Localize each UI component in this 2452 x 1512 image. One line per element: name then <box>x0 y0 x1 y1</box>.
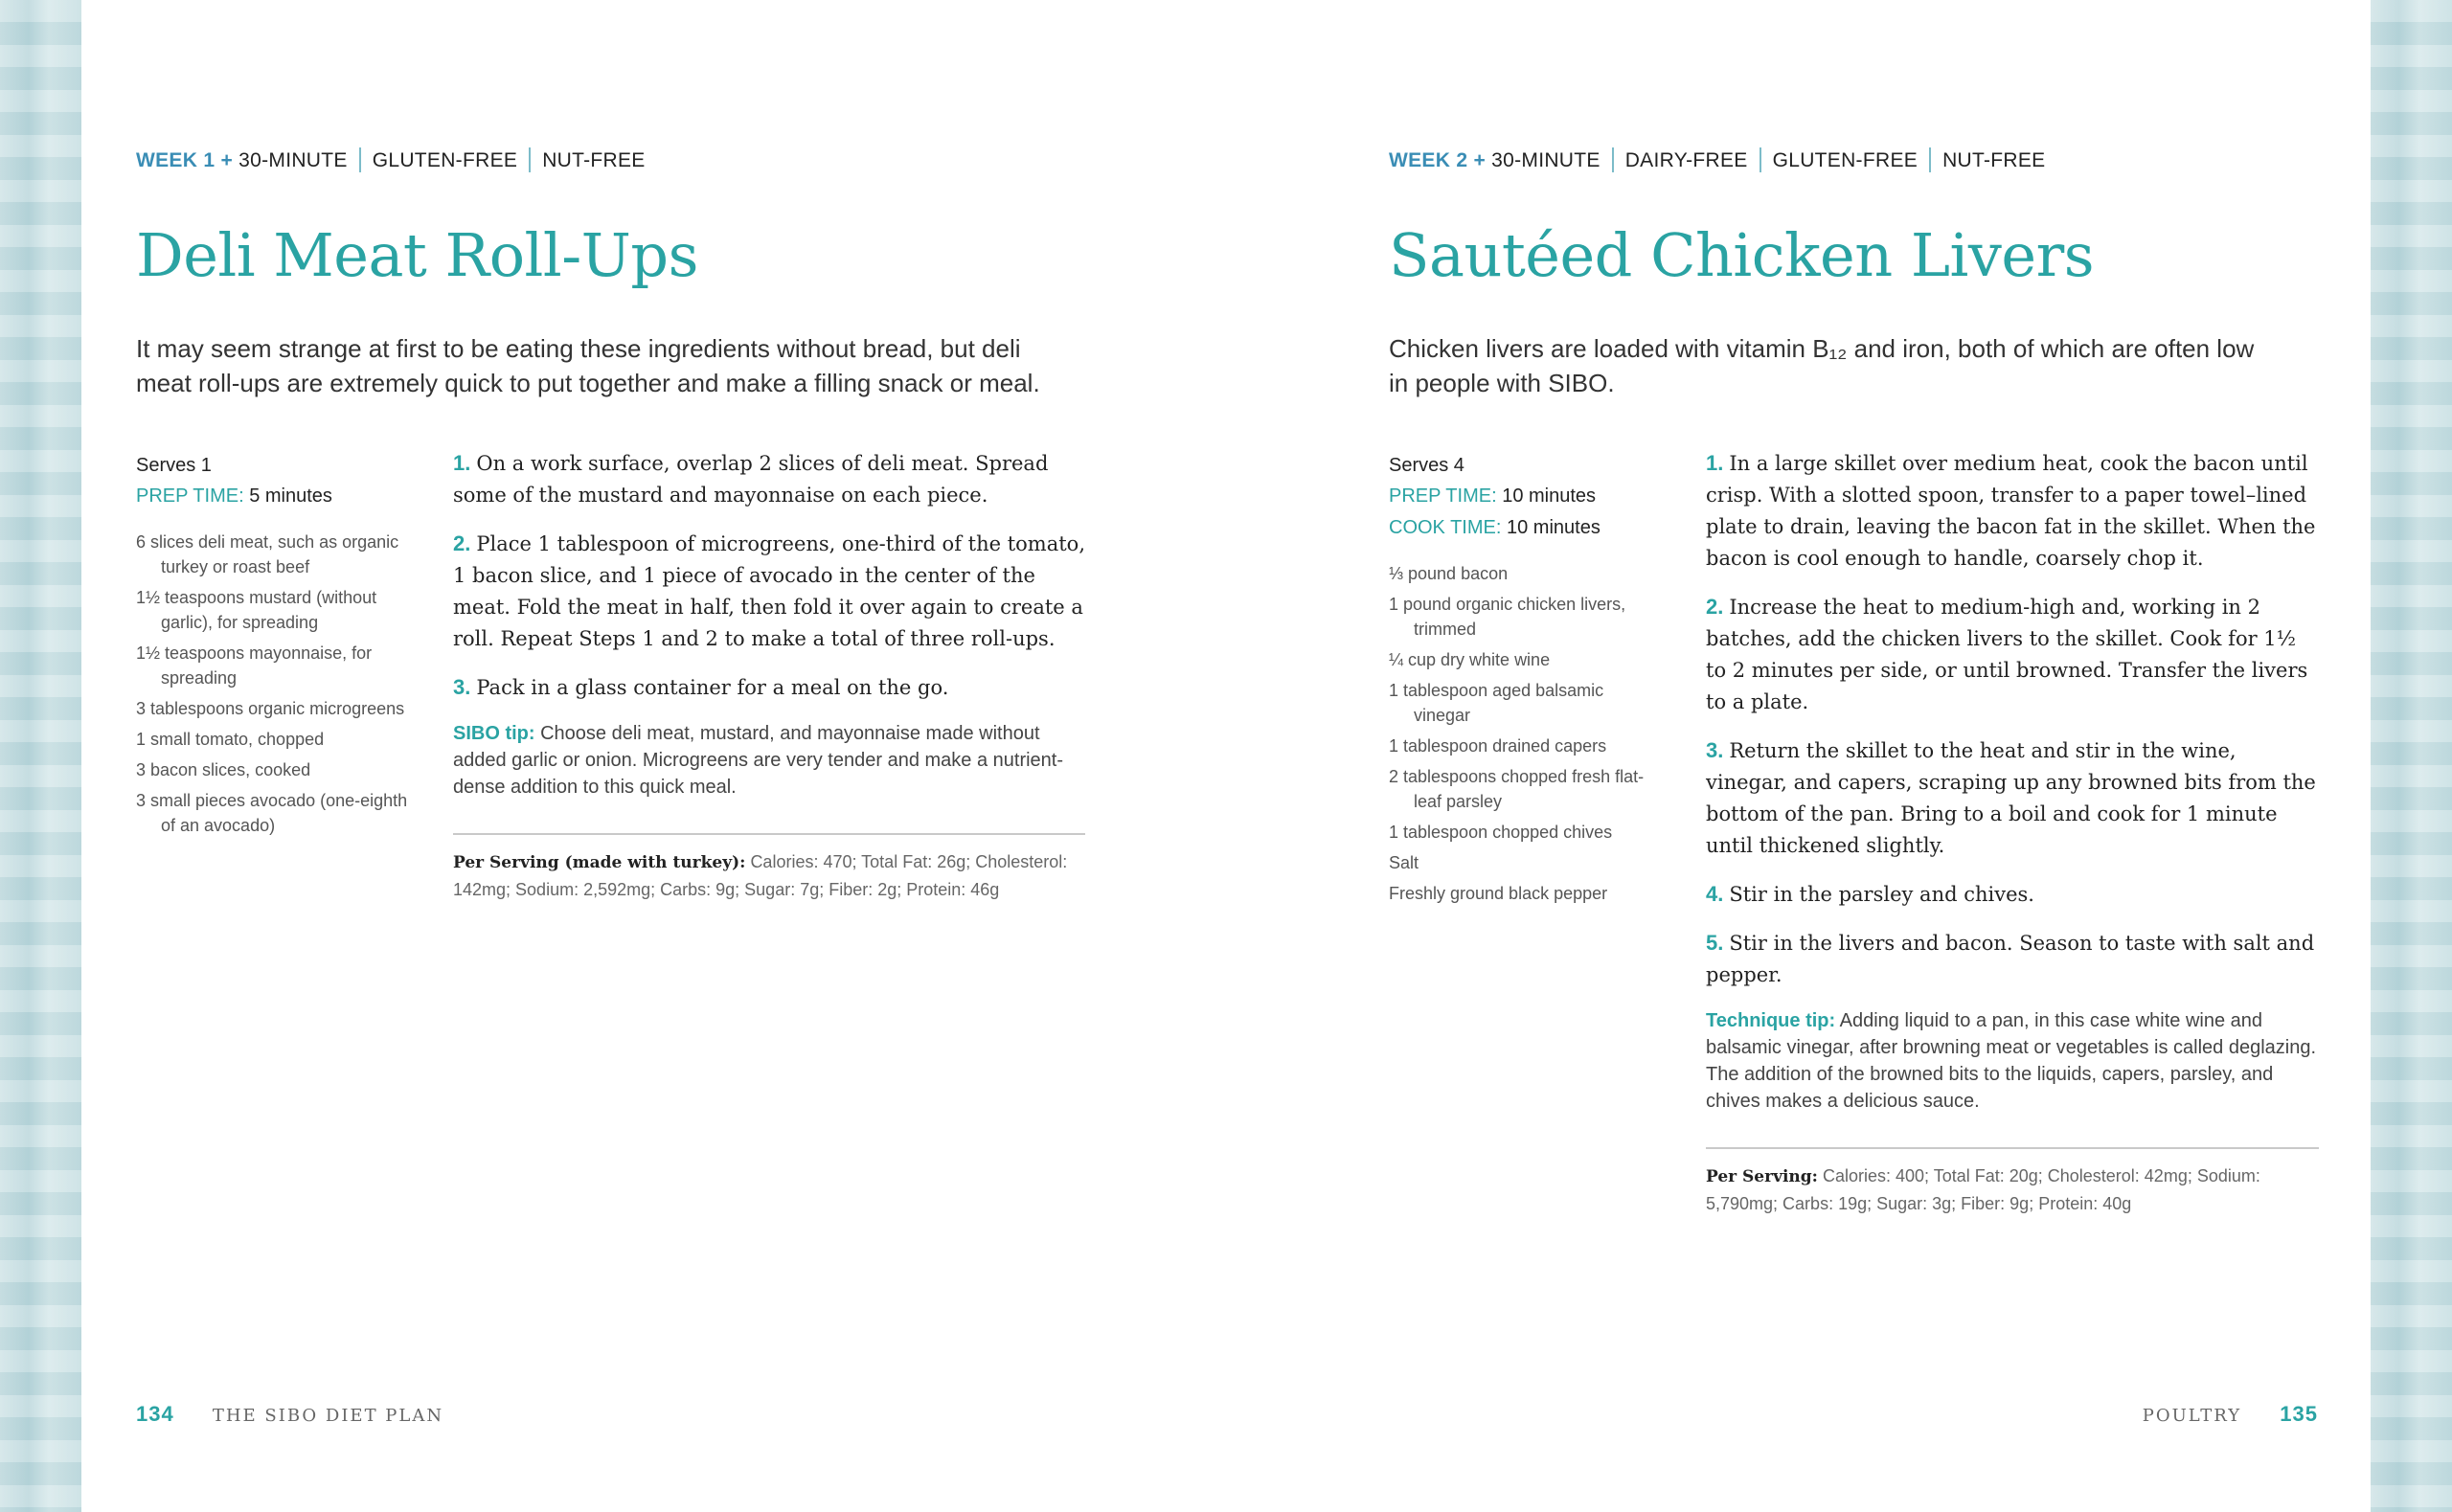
step-text: In a large skillet over medium heat, cook the bacon until crisp. With a slotted spoon, transfer to a paper towel–lined plate to drain, leaving the bacon fat in the skillet. When the bacon is cool enough to handle, coarsely chop it. <box>1706 452 2316 570</box>
divider <box>453 833 1085 835</box>
ingredient-item: Salt <box>1389 853 1419 872</box>
week-tag: WEEK 1 + <box>136 149 234 171</box>
step-text: Stir in the parsley and chives. <box>1729 883 2034 906</box>
running-head: THE SIBO DIET PLAN <box>212 1406 444 1426</box>
sibo-tip <box>453 720 1085 801</box>
ingredient-item: 6 slices deli meat, such as organic turkey or roast beef <box>136 532 399 576</box>
ingredient-item: 1 tablespoon aged balsamic vinegar <box>1389 681 1604 725</box>
ingredient-item: 1½ teaspoons mustard (without garlic), for spreading <box>136 588 377 632</box>
step <box>1706 447 2319 575</box>
tip-label: SIBO tip: <box>453 723 535 744</box>
ingredient-item: 3 small pieces avocado (one-eighth of an avocado) <box>136 791 408 835</box>
nutrition-info <box>453 848 1085 903</box>
ingredient-item: 1 small tomato, chopped <box>136 730 325 749</box>
step-number: 4. <box>1706 882 1724 906</box>
tag-gluten-free: GLUTEN-FREE <box>1772 149 1918 171</box>
page-number: 134 <box>136 1402 174 1426</box>
intro-line: Chicken livers are loaded with vitamin B₁₂ and iron, both of which are often low <box>1389 334 2255 363</box>
step <box>453 528 1085 655</box>
step-text: Stir in the livers and bacon. Season to taste with salt and pepper. <box>1706 932 2315 986</box>
step-number: 5. <box>1706 931 1724 955</box>
tip-text: Adding liquid to a pan, in this case white wine and balsamic vinegar, after browning meat or vegetables is called deglazing. The addition of the browned bits to the liquids, capers, parsley, and chives makes a delicious sauce. <box>1706 1010 2317 1112</box>
recipe-intro <box>1389 331 2254 400</box>
ingredient-item: ¼ cup dry white wine <box>1389 650 1551 669</box>
step-number: 2. <box>1706 595 1724 619</box>
cook-time <box>1389 512 1657 544</box>
prep-time-label: PREP TIME: <box>1389 485 1497 507</box>
page-number: 135 <box>2280 1402 2318 1426</box>
ingredient-item: Freshly ground black pepper <box>1389 884 1608 903</box>
tag-nut-free: NUT-FREE <box>1942 149 2046 171</box>
page-edge-texture-left <box>0 0 81 1512</box>
ingredient-item: 1½ teaspoons mayonnaise, for spreading <box>136 643 373 688</box>
step-number: 1. <box>453 451 471 475</box>
prep-time <box>136 481 423 512</box>
right-page <box>1389 0 2318 1512</box>
step-text: Pack in a glass container for a meal on the go. <box>476 676 949 699</box>
nutrition-text: Calories: 470; Total Fat: 26g; Cholesterol: 142mg; Sodium: 2,592mg; Carbs: 9g; Sugar: 7g; Fiber: 2g; Protein: 46g <box>453 852 1068 899</box>
running-head: POULTRY <box>2142 1406 2242 1426</box>
tag-30-minute: 30-MINUTE <box>1491 149 1601 171</box>
intro-line: It may seem strange at first to be eating these ingredients without bread, but deli <box>136 334 1021 363</box>
ingredient-item: 1 pound organic chicken livers, trimmed <box>1389 595 1626 639</box>
tag-separator <box>1760 147 1761 172</box>
step-text: Increase the heat to medium-high and, working in 2 batches, add the chicken livers to the skillet. Cook for 1½ to 2 minutes per side, or until browned. Transfer the livers to a plate. <box>1706 596 2308 713</box>
recipe-tags <box>1389 147 2045 172</box>
serves: Serves 1 <box>136 455 212 476</box>
page-footer <box>2143 1402 2318 1427</box>
step <box>1706 734 2319 862</box>
step-number: 2. <box>453 531 471 555</box>
tip-label: Technique tip: <box>1706 1010 1836 1031</box>
step-text: Place 1 tablespoon of microgreens, one-third of the tomato, 1 bacon slice, and 1 piece of avocado in the center of the meat. Fold the meat in half, then fold it over again to create a roll. Repeat Steps 1 and 2 to make a total of three roll-ups. <box>453 532 1085 650</box>
prep-time-value: 10 minutes <box>1502 485 1597 507</box>
recipe-steps <box>1706 447 2319 1217</box>
tip-text: Choose deli meat, mustard, and mayonnaise made without added garlic or onion. Microgreens are very tender and make a nutrient-dense addition to this quick meal. <box>453 723 1064 798</box>
ingredient-item: 3 bacon slices, cooked <box>136 760 311 779</box>
recipe-steps <box>453 447 1085 903</box>
nutrition-text: Calories: 400; Total Fat: 20g; Cholesterol: 42mg; Sodium: 5,790mg; Carbs: 19g; Sugar: 3g; Fiber: 9g; Protein: 40g <box>1706 1166 2260 1213</box>
serves: Serves 4 <box>1389 455 1464 476</box>
recipe-title: Sautéed Chicken Livers <box>1389 220 2095 290</box>
intro-line: meat roll-ups are extremely quick to put together and make a filling snack or meal. <box>136 369 1040 397</box>
cook-time-label: COOK TIME: <box>1389 517 1502 538</box>
tag-separator <box>1929 147 1931 172</box>
recipe-sidebar <box>1389 450 1657 912</box>
recipe-intro <box>136 331 1040 400</box>
step-text: On a work surface, overlap 2 slices of deli meat. Spread some of the mustard and mayonnaise on each piece. <box>453 452 1049 507</box>
ingredient-item: 2 tablespoons chopped fresh flat-leaf parsley <box>1389 767 1645 811</box>
ingredient-item: 3 tablespoons organic microgreens <box>136 699 405 718</box>
prep-time-value: 5 minutes <box>249 485 332 507</box>
technique-tip <box>1706 1007 2319 1115</box>
page-footer <box>136 1402 443 1427</box>
tag-30-minute: 30-MINUTE <box>238 149 348 171</box>
recipe-title: Deli Meat Roll-Ups <box>136 220 698 290</box>
tag-separator <box>359 147 361 172</box>
ingredient-list <box>1389 561 1657 906</box>
ingredient-item: ⅓ pound bacon <box>1389 564 1509 583</box>
ingredient-list <box>136 530 423 838</box>
ingredient-item: 1 tablespoon chopped chives <box>1389 823 1613 842</box>
prep-time <box>1389 481 1657 512</box>
step-number: 3. <box>1706 738 1724 762</box>
step <box>453 447 1085 511</box>
tag-nut-free: NUT-FREE <box>542 149 646 171</box>
step <box>1706 878 2319 911</box>
step <box>1706 591 2319 718</box>
tag-dairy-free: DAIRY-FREE <box>1624 149 1748 171</box>
tag-separator <box>529 147 531 172</box>
recipe-tags <box>136 147 646 172</box>
recipe-sidebar <box>136 450 423 844</box>
step <box>453 671 1085 704</box>
nutrition-label: Per Serving: <box>1706 1167 1818 1186</box>
nutrition-label: Per Serving (made with turkey): <box>453 853 746 872</box>
page-edge-texture-right <box>2371 0 2452 1512</box>
tag-gluten-free: GLUTEN-FREE <box>372 149 518 171</box>
step <box>1706 927 2319 991</box>
divider <box>1706 1147 2319 1149</box>
step-number: 3. <box>453 675 471 699</box>
prep-time-label: PREP TIME: <box>136 485 244 507</box>
tag-separator <box>1612 147 1614 172</box>
nutrition-info <box>1706 1162 2319 1217</box>
left-page <box>136 0 1085 1512</box>
intro-line: in people with SIBO. <box>1389 369 1615 397</box>
week-tag: WEEK 2 + <box>1389 149 1487 171</box>
step-text: Return the skillet to the heat and stir in the wine, vinegar, and capers, scraping up any browned bits from the bottom of the pan. Bring to a boil and cook for 1 minute until thickened slightly. <box>1706 739 2316 857</box>
ingredient-item: 1 tablespoon drained capers <box>1389 736 1607 756</box>
step-number: 1. <box>1706 451 1724 475</box>
cook-time-value: 10 minutes <box>1506 517 1601 538</box>
